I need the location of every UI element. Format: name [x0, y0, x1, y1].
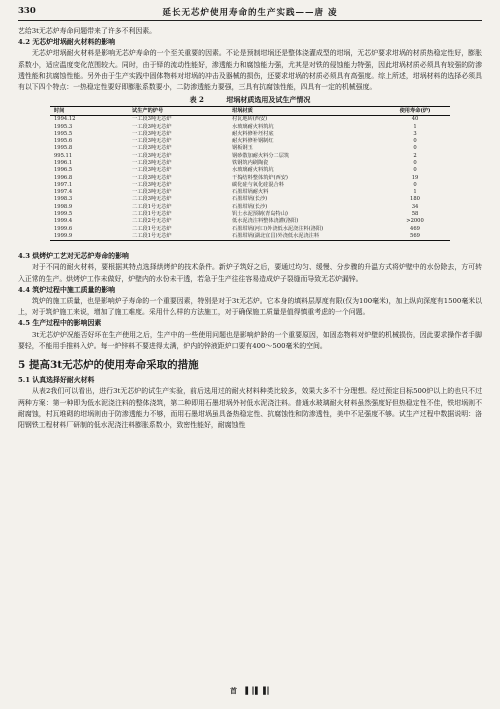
table-cell: 180 — [410, 196, 420, 203]
table-cell: 水玻璃耐火料筑坑 — [232, 123, 274, 130]
table-cell: 一工段3吨无芯炉 — [132, 138, 172, 145]
section-4-5-heading: 4.5 生产过程中的影响因素 — [18, 319, 102, 328]
table-header-cell: 试生产的炉号 — [128, 107, 228, 116]
table-cell: 一工段3吨无芯炉 — [132, 167, 172, 174]
page-body — [18, 26, 482, 431]
table-cell: 1997.4 — [54, 189, 73, 196]
table-cell: 1 — [413, 123, 417, 130]
table-row — [50, 116, 450, 124]
table-cell: 一工段3吨无芯炉 — [132, 123, 172, 130]
table-cell: 一工段3吨无芯炉 — [132, 181, 172, 188]
table-cell: 水玻璃耐火料筑坑 — [232, 167, 274, 174]
table-cell: 1995.8 — [54, 145, 73, 152]
section-4-3-heading: 4.3 烘烤炉工艺对无芯炉寿命的影响 — [18, 252, 129, 261]
table-cell: 耐火料修补钢制红 — [232, 138, 274, 145]
table-header-row — [50, 107, 450, 116]
table-cell: 石墨坩埚(河口)外浇低水泥浇注料(洛阳) — [232, 225, 324, 232]
table-caption — [18, 95, 482, 105]
table-cell: 一工段3吨无芯炉 — [132, 152, 172, 159]
table-cell: 19 — [411, 174, 419, 181]
table-cell: 一工段3吨无芯炉 — [132, 145, 172, 152]
table-cell: 2 — [413, 152, 417, 159]
table-row — [50, 175, 450, 182]
table-cell: 1999.9 — [54, 232, 73, 239]
table-cell: 0 — [413, 138, 417, 145]
section-4-2-heading: 4.2 无芯炉坩埚耐火材料的影响 — [18, 38, 116, 47]
table-cell: 石墨坩埚耐火料 — [232, 189, 269, 196]
table-caption-number: 表 2 — [189, 95, 204, 105]
table-cell: 村瓦地砖(西安) — [232, 116, 268, 123]
table-cell: 干捣结料整体筑炉(西安) — [232, 174, 288, 181]
table-cell: 1996.5 — [54, 167, 73, 174]
table-cell: 钢砂散加耐火料分二层筑 — [232, 152, 290, 159]
table-cell: 低水泥浇注料整体浇灌(洛阳) — [232, 218, 299, 225]
table-row — [50, 226, 450, 233]
table-cell: 1997.1 — [54, 181, 73, 188]
section-4-3-paragraph: 对于不同的耐火材料，要根据其特点选择烘烤炉的技术条件。新炉子筑好之后，要通过均匀、缓慢、分步骤的升温方式将炉壁中的水份除去，方可转入正常的生产。烘烤炉工作未做好，炉壁内的水份未干透，若急于生产往往容易造成炉子裂缝而导致无芯炉漏锌。 — [18, 263, 482, 283]
table-row — [50, 124, 450, 131]
table-header-cell: 坩埚材质 — [228, 107, 380, 116]
table-cell: 石墨坩埚(长沙) — [232, 203, 268, 210]
table-cell: 铁钢筑内刷陶瓷 — [232, 160, 269, 166]
table-row — [50, 145, 450, 152]
table-cell: 1996.1 — [54, 160, 73, 166]
intro-line: 艺给3t无芯炉寿命问题带来了许多不利因素。 — [18, 27, 157, 35]
table-cell: 一工段3吨无芯炉 — [132, 116, 172, 123]
table-header-cell: 使用寿命(炉) — [380, 107, 450, 116]
table-cell: 995.11 — [54, 152, 73, 159]
crucible-material-table — [50, 106, 450, 241]
table-cell: 一工段3吨无芯炉 — [132, 189, 172, 196]
table-cell: 石墨坩埚(长沙) — [232, 196, 268, 203]
table-cell: 34 — [411, 203, 419, 210]
table-row — [50, 204, 450, 211]
table-cell: 1998.9 — [54, 203, 73, 210]
table-cell: 二工段1号无芯炉 — [132, 203, 172, 210]
table-cell: 一工段3吨无芯炉 — [132, 130, 172, 137]
table-cell: 0 — [413, 181, 417, 188]
section-5-heading: 5 提高3t无芯炉的使用寿命采取的措施 — [18, 359, 199, 372]
table-row — [50, 196, 450, 203]
section-4-4-heading: 4.4 筑炉过程中施工质量的影响 — [18, 285, 116, 294]
table-cell: 耐火料修补坯村底 — [232, 130, 274, 137]
page-number: 330 — [18, 6, 36, 16]
table-row — [50, 153, 450, 160]
table-cell: 0 — [413, 167, 417, 174]
table-cell: 一工段3吨无芯炉 — [132, 174, 172, 181]
table-cell: 469 — [410, 225, 420, 232]
table-cell: >2000 — [406, 218, 424, 225]
table-cell: 钢板钢玉 — [232, 145, 253, 152]
table-cell: 1995.6 — [54, 138, 73, 145]
table-cell: 二工段3吨无芯炉 — [132, 196, 172, 203]
table-row — [50, 233, 450, 241]
table-cell: 569 — [410, 232, 420, 239]
table-cell: 58 — [411, 211, 419, 218]
page-footer — [150, 686, 350, 700]
table-cell: 1999.5 — [54, 211, 73, 218]
section-4-4-paragraph: 筑炉的施工质量，也是影响炉子寿命的一个重要因素，特别是对于3t无芯炉。它本身的填料层厚度有限(仅为100毫米)，加上纵向深度有1500毫米以上，对于筑炉施工来说，增加了施工难度。采用什么样的方法施工，对于确保施工质量是值得慎重考虑的一个问题。 — [18, 297, 482, 317]
table-cell: 1995.3 — [54, 123, 73, 130]
section-4-2-paragraph: 无芯炉坩埚耐火材料是影响无芯炉寿命的一个至关重要的因素。不论是预制坩埚还是整体浇灌成型的坩埚，无芯炉要求坩埚的材质热稳定性好，膨胀系数小，适应温度变化范围较大。同时，由于铎的流动性能好，渗透能力和腐蚀能力强，尤其是对铁的侵蚀能力特强，因此坩埚材质必须具有较强的防渗透性能和抗腐蚀性能。另外由于生产实践中固体物料对坩埚的冲击及器械的损伤，还要求坩埚的材质必须具有高强度。综上所述，坩埚材料的选择必须具有以下四个特点：一热稳定性要好即膨胀系数要小，二防渗透能力要强，三具有抗腐蚀性能，四具有一定的机械强度。 — [18, 49, 482, 92]
table-cell: 0 — [413, 145, 417, 152]
table-header-cell: 时间 — [50, 107, 128, 116]
table-row — [50, 218, 450, 225]
section-4-5-paragraph: 3t无芯炉炉况能否好坏在生产使用之后，生产中的一些使用问题也是影响炉龄的一个重要原因，如固态物料对炉壁的机械损伤，因此要求操作者手脚要轻，不能用手推料入炉。每一炉锌料不要进得太满，炉内的锌液距炉口要有400～500毫米的空间。 — [18, 330, 482, 350]
table-cell: 40 — [411, 116, 419, 123]
footer-mark: 首 — [229, 686, 238, 695]
table-cell: 钒土水泥预制(青岛特山) — [232, 211, 288, 218]
table-caption-title: 坩埚材质选用及试生产情况 — [226, 95, 311, 105]
table-cell: 1999.6 — [54, 225, 73, 232]
table-row — [50, 131, 450, 138]
table-cell: 1994.12 — [54, 116, 76, 123]
table-cell: 二工段1号无芯炉 — [132, 225, 172, 232]
table-cell: 1998.3 — [54, 196, 73, 203]
section-5-1-paragraph: 从表2我们可以看出，进行3t无芯炉的试生产实验，前后选用过的耐火材料种类比较多，效果大多不十分理想。经过预定目标500炉以上的也只不过两种方案：第一种即为低水泥浇注料的整体浇筑，第二种即用石墨坩埚外衬低水泥浇注料。普通水玻璃耐火材料虽然强度好但热稳定性不佳，铁坩埚则不耐腐蚀，村瓦堆砌的坩埚则由于防渗透能力不够，而用石墨坩埚虽具备热稳定性、抗腐蚀性和防渗透性，美中不足强度不够。试生产过程中数据说明：洛阳钢铁工程材料厂研制的低水泥浇注料膨胀系数小，致密性能好，耐腐蚀性 — [18, 387, 482, 429]
running-title: 延长无芯炉使用寿命的生产实践——唐 凌 — [162, 8, 338, 18]
table-cell: 1999.4 — [54, 218, 73, 225]
table-cell: 二工段2号无芯炉 — [132, 218, 172, 225]
table-cell: 1995.5 — [54, 130, 73, 137]
section-5-1-heading: 5.1 认真选择好耐火材料 — [18, 376, 95, 385]
table-cell: 石墨坩埚(湖北宜昌)外浇低水泥浇注料 — [232, 232, 320, 239]
table-cell: 0 — [413, 160, 417, 166]
barcode-glyph: ▌║▌▐║ — [245, 686, 271, 695]
table-cell: 1 — [413, 189, 417, 196]
running-header — [18, 6, 482, 21]
table-cell: 1996.8 — [54, 174, 73, 181]
table-cell: 一工段3吨无芯炉 — [132, 160, 172, 166]
table-cell: 二工段1号无芯炉 — [132, 232, 172, 239]
table-row — [50, 167, 450, 174]
table-cell: 二工段1号无芯炉 — [132, 211, 172, 218]
table-cell: 3 — [413, 130, 417, 137]
table-cell: 碳化硅与氧化硅混合料 — [232, 181, 284, 188]
